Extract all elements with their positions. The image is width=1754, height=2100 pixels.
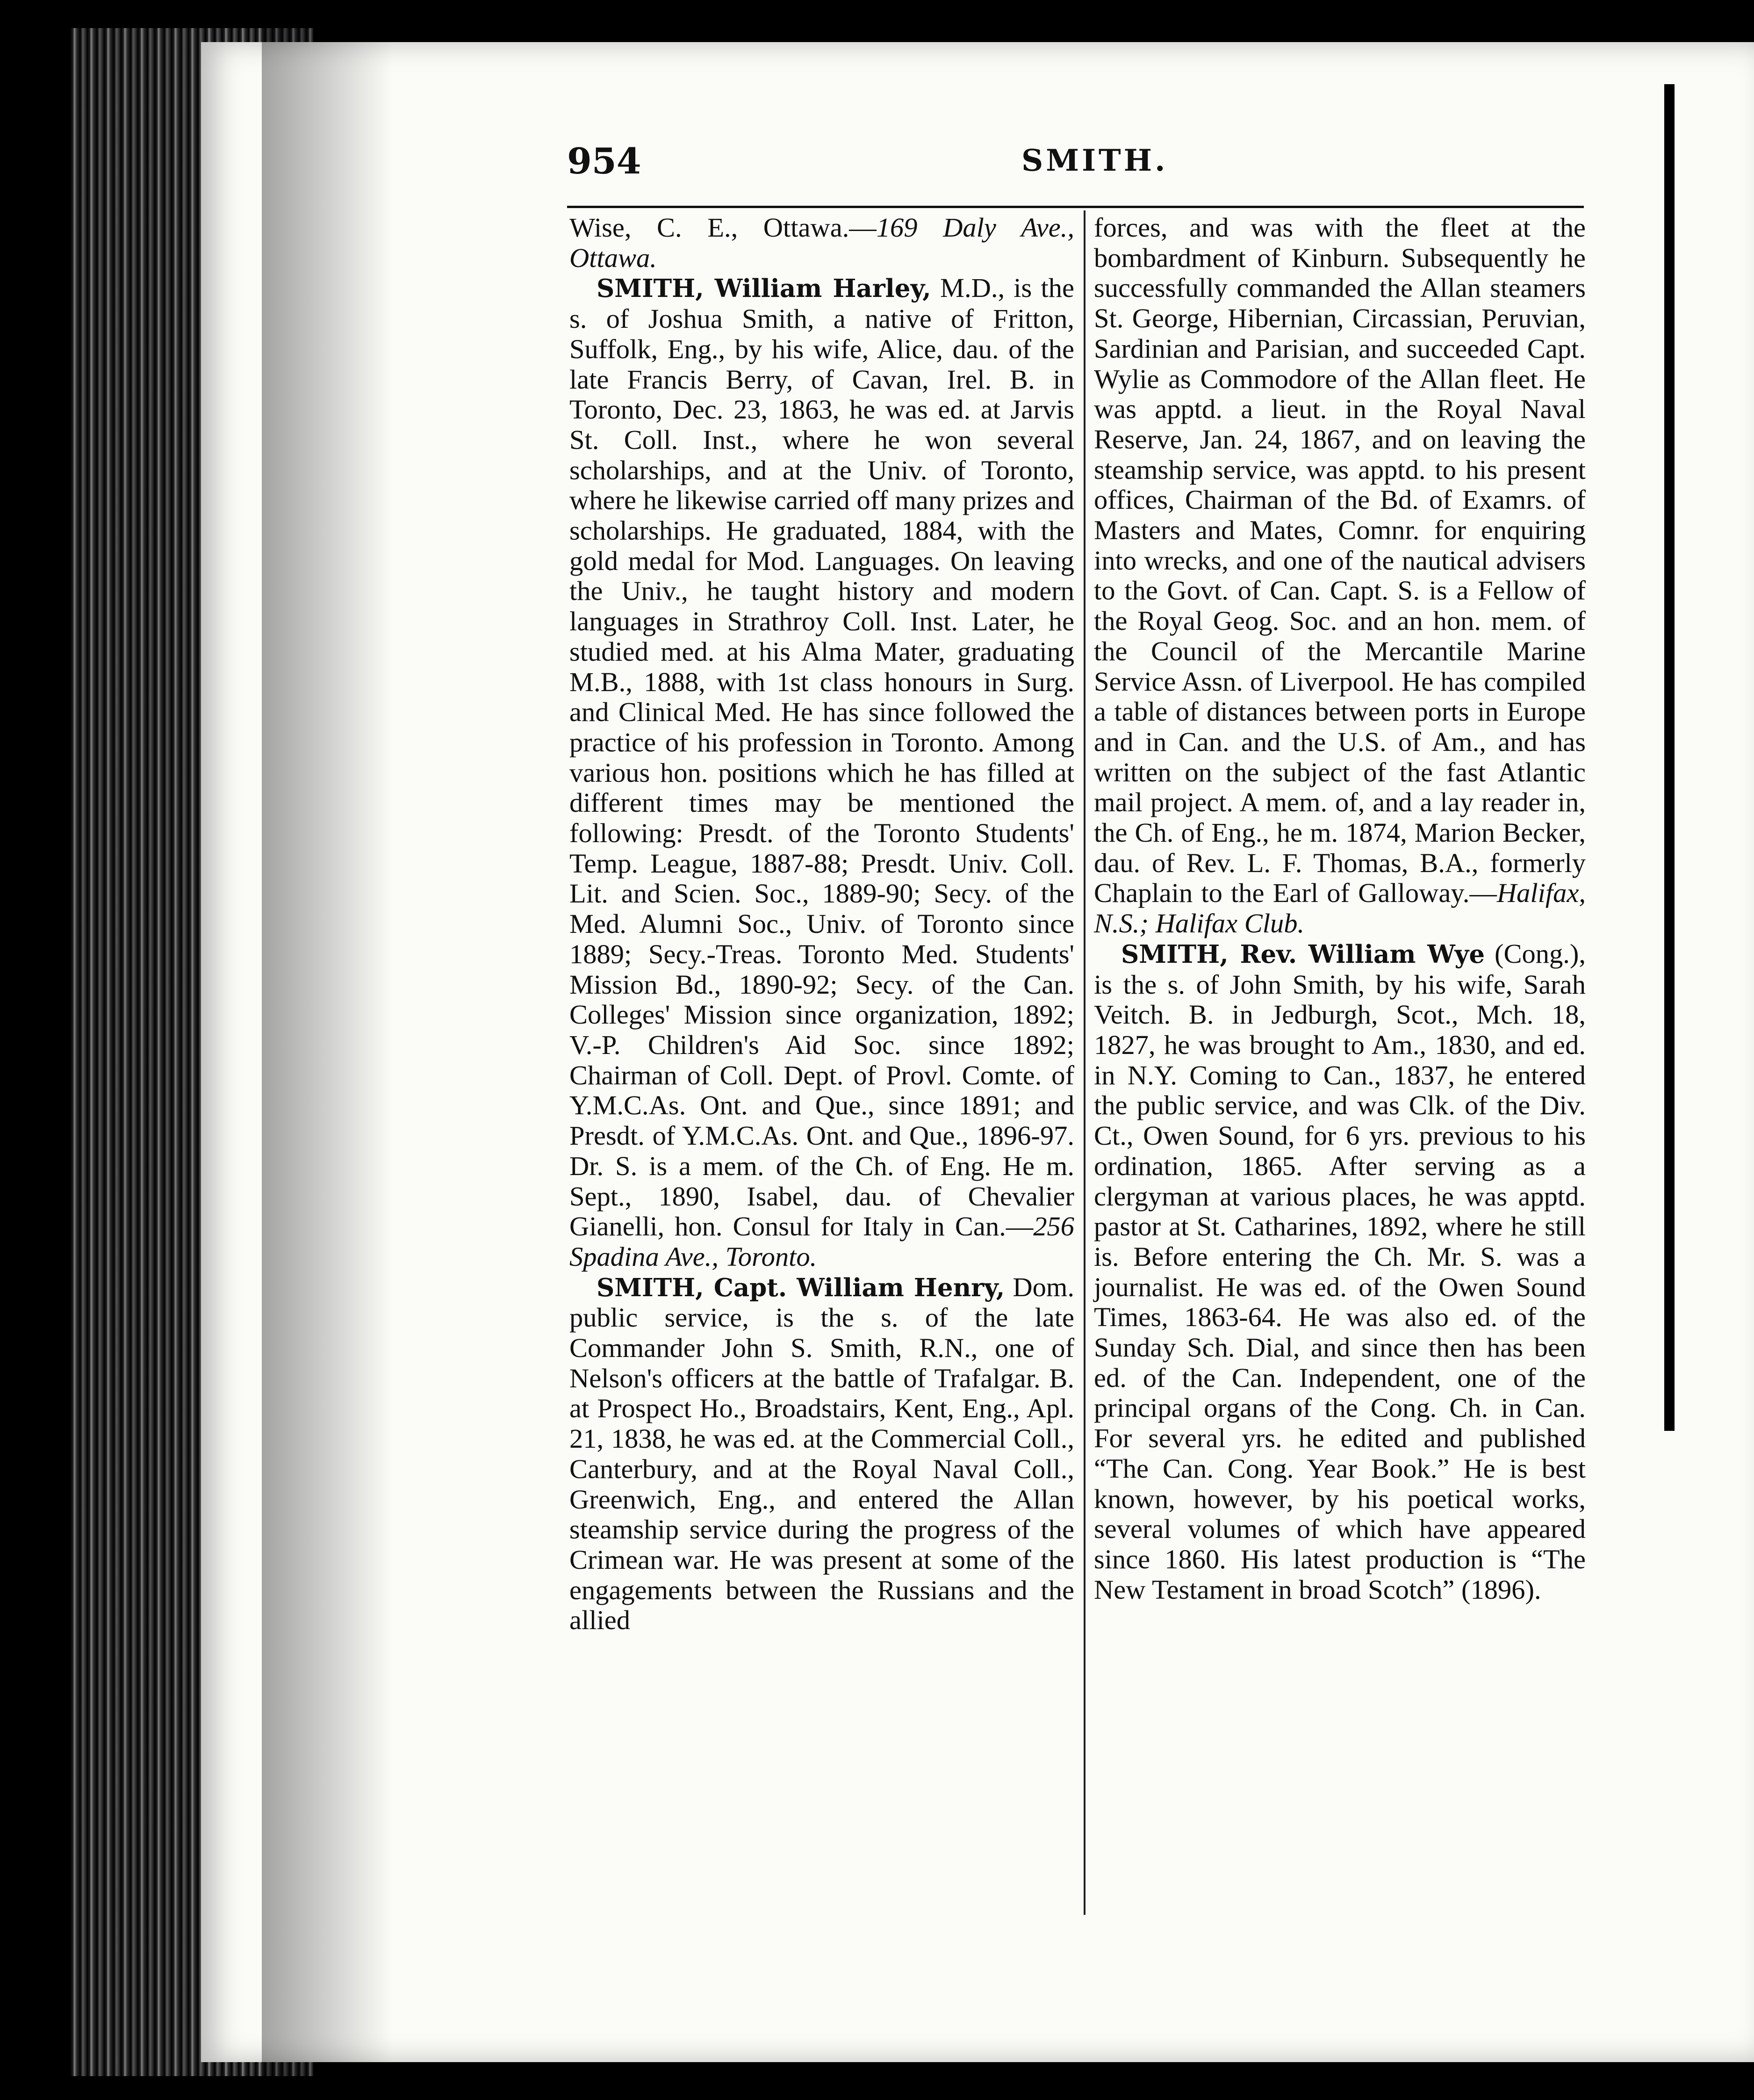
address: 256 Spadina Ave., Toronto.: [569, 1211, 1074, 1272]
biography-entry: [1094, 939, 1586, 1605]
continuation-paragraph: [569, 213, 1074, 273]
entry-name: SMITH, William Harley,: [597, 274, 931, 303]
paragraph-text: Wise, C. E., Ottawa.—: [569, 212, 877, 243]
entry-text: Dom. public service, is the s. of the late Commander John S. Smith, R.N., one of Nelson's officers at the battle of Trafalgar. B. at Prospect Ho., Broadstairs, Kent, Eng., Apl. 21, 1838, he was ed. at the Commercial Coll., Canterbury, and at the Royal Naval Coll., Greenwich, Eng., and entered the Allan steamship service during the progress of the Crimean war. He was present at some of the engagements between the Russians and the allied: [569, 1271, 1075, 1636]
left-column: [569, 213, 1074, 1636]
address: Halifax, N.S.; Halifax Club.: [1094, 878, 1586, 939]
page-number: 954: [567, 140, 641, 182]
page-edge: [1664, 84, 1675, 1431]
entry-text: M.D., is the s. of Joshua Smith, a native of Fritton, Suffolk, Eng., by his wife, Alice, dau. of the late Francis Berry, of Cavan, Irel. B. in Toronto, Dec. 23, 1863, he was ed. at Jarvis St. Coll. Inst., where he won several scholarships, and at the Univ. of Toronto, where he likewise carried off many prizes and scholarships. He graduated, 1884, with the gold medal for Mod. Languages. On leaving the Univ., he taught history and modern languages in Strathroy Coll. Inst. Later, he studied med. at his Alma Mater, graduating M.B., 1888, with 1st class honours in Surg. and Clinical Med. He has since followed the practice of his profession in Toronto. Among various hon. positions which he has filled at different times may be mentioned the following: Presdt. of the Toronto Students' Temp. League, 1887-88; Presdt. Univ. Coll. Lit. and Scien. Soc., 1889-90; Secy. of the Med. Alumni Soc., Univ. of Toronto since 1889; Secy.-Treas. Toronto Med. Students' Mission Bd., 1890-92; Secy. of the Can. Colleges' Mission since organization, 1892; V.-P. Children's Aid Soc. since 1892; Chairman of Coll. Dept. of Provl. Comte. of Y.M.C.As. Ont. and Que., since 1891; and Presdt. of Y.M.C.As. Ont. and Que., 1896-97. Dr. S. is a mem. of the Ch. of Eng. He m. Sept., 1890, Isabel, dau. of Chevalier Gianelli, hon. Consul for Italy in Can.—: [569, 273, 1074, 1242]
address: 169 Daly Ave., Ottawa.: [569, 212, 1074, 273]
paragraph-text: forces, and was with the fleet at the bombardment of Kinburn. Subsequently he successfully commanded the Allan steamers St. George, Hibernian, Circassian, Peruvian, Sardinian and Parisian, and succeeded Capt. Wylie as Commodore of the Allan fleet. He was apptd. a lieut. in the Royal Naval Reserve, Jan. 24, 1867, and on leaving the steamship service, was apptd. to his present offices, Chairman of the Bd. of Examrs. of Masters and Mates, Comnr. for enquiring into wrecks, and one of the nautical advisers to the Govt. of Can. Capt. S. is a Fellow of the Royal Geog. Soc. and an hon. mem. of the Council of the Mercantile Marine Service Assn. of Liverpool. He has compiled a table of distances between ports in Europe and in Can. and the U.S. of Am., and has written on the subject of the fast Atlantic mail project. A mem. of, and a lay reader in, the Ch. of Eng., he m. 1874, Marion Becker, dau. of Rev. L. F. Thomas, B.A., formerly Chaplain to the Earl of Galloway.—: [1094, 212, 1586, 909]
entry-name: SMITH, Rev. William Wye: [1121, 939, 1485, 969]
header-rule: [567, 206, 1584, 208]
continuation-paragraph: [1094, 213, 1586, 939]
column-divider: [1084, 210, 1085, 1915]
entry-name: SMITH, Capt. William Henry,: [597, 1273, 1005, 1302]
right-column: [1094, 213, 1586, 1605]
entry-text: (Cong.), is the s. of John Smith, by his wife, Sarah Veitch. B. in Jedburgh, Scot., Mch. 18, 1827, he was brought to Am., 1830, and ed. in N.Y. Coming to Can., 1837, he entered the public service, and was Clk. of the Div. Ct., Owen Sound, for 6 yrs. previous to his ordination, 1865. After serving as a clergyman at various places, he was apptd. pastor at St. Catharines, 1892, where he still is. Before entering the Ch. Mr. S. was a journalist. He was ed. of the Owen Sound Times, 1863-64. He was also ed. of the Sunday Sch. Dial, and since then has been ed. of the Can. Independent, one of the principal organs of the Cong. Ch. in Can. For several yrs. he edited and published “The Can. Cong. Year Book.” He is best known, however, by his poetical works, several volumes of which have appeared since 1860. His latest production is “The New Testament in broad Scotch” (1896).: [1094, 938, 1586, 1605]
running-head: SMITH.: [1021, 143, 1168, 178]
biography-entry: [569, 1272, 1074, 1636]
gutter-fade: [262, 28, 393, 2076]
biography-entry: [569, 273, 1074, 1272]
